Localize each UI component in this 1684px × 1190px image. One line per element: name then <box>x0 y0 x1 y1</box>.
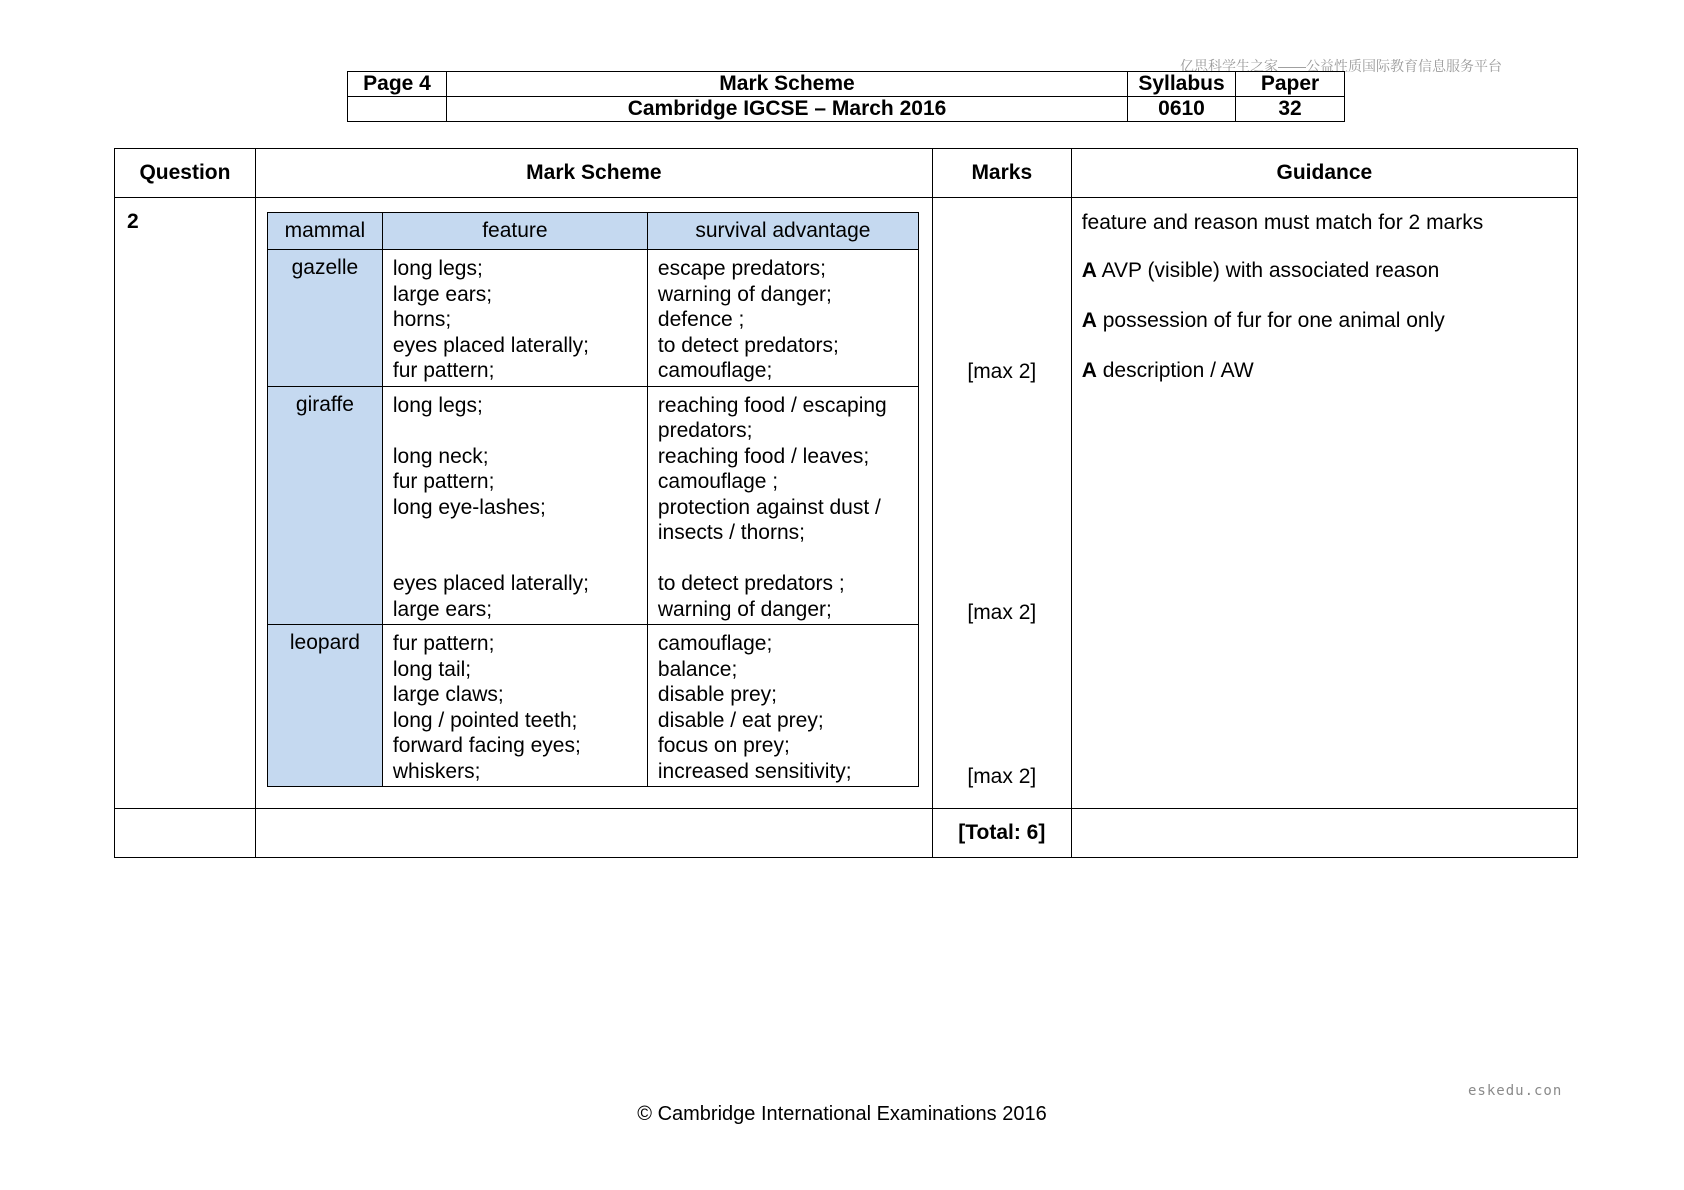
survival-line: disable / eat prey; <box>657 708 824 732</box>
question-number: 2 <box>115 198 256 809</box>
accept-marker: A <box>1081 309 1097 332</box>
row-gazelle <box>267 250 918 387</box>
guidance-cell <box>1071 198 1577 809</box>
guidance-text: description / AW <box>1102 359 1254 382</box>
copyright-footer: © Cambridge International Examinations 2016 <box>637 1103 1047 1125</box>
feature-line: large ears; <box>392 597 493 621</box>
survival-line: reaching food / leaves; <box>657 444 870 468</box>
survival-line: increased sensitivity; <box>657 759 852 783</box>
marks-giraffe: [max 2] <box>967 601 1037 624</box>
survival-line: camouflage ; <box>657 470 779 493</box>
mark-scheme-cell <box>255 198 932 809</box>
guidance-text: possession of fur for one animal only <box>1102 309 1445 332</box>
feature-line: fur pattern; <box>392 359 495 382</box>
guidance-line-4 <box>1082 358 1567 384</box>
mammal-table <box>267 212 919 787</box>
survival-line: focus on prey; <box>657 734 790 757</box>
feature-line: fur pattern; <box>392 470 495 493</box>
feature-line: horns; <box>392 308 452 331</box>
mammal-header: mammal <box>267 213 382 250</box>
watermark-bottom: eskedu.con <box>1468 1083 1563 1099</box>
feature-line: fur pattern; <box>392 632 495 655</box>
feature-line: eyes placed laterally; <box>392 572 589 595</box>
marks-leopard: [max 2] <box>967 765 1037 788</box>
mammal-giraffe: giraffe <box>267 386 382 625</box>
survival-line: protection against dust / <box>657 495 881 519</box>
total-marks: [Total: 6] <box>932 809 1071 858</box>
survival-line: warning of danger; <box>657 597 832 621</box>
survival-line: to detect predators; <box>657 333 839 357</box>
survival-line: predators; <box>657 419 753 442</box>
survival-line: reaching food / escaping <box>657 393 887 417</box>
feature-line: long legs; <box>392 257 483 280</box>
feature-line: long legs; <box>392 393 483 417</box>
feature-line: whiskers; <box>392 759 481 783</box>
blank-cell <box>115 809 256 858</box>
doc-subtitle: Cambridge IGCSE – March 2016 <box>447 97 1128 122</box>
mammal-gazelle: gazelle <box>267 250 382 387</box>
survival-line: insects / thorns; <box>657 521 805 544</box>
col-guidance: Guidance <box>1071 149 1577 198</box>
feature-line: large ears; <box>392 282 493 306</box>
feature-line: long neck; <box>392 444 489 468</box>
leopard-survival <box>647 625 918 787</box>
syllabus-code: 0610 <box>1128 97 1236 122</box>
survival-line: warning of danger; <box>657 282 832 306</box>
row-giraffe <box>267 386 918 625</box>
feature-line: long eye-lashes; <box>392 495 546 519</box>
feature-header: feature <box>382 213 647 250</box>
survival-line: to detect predators ; <box>657 572 845 595</box>
feature-line: forward facing eyes; <box>392 734 581 757</box>
feature-line: long tail; <box>392 657 472 681</box>
gazelle-features <box>382 250 647 387</box>
survival-header: survival advantage <box>647 213 918 250</box>
leopard-features <box>382 625 647 787</box>
row-leopard <box>267 625 918 787</box>
guidance-text: AVP (visible) with associated reason <box>1101 259 1440 282</box>
paper-number: 32 <box>1236 97 1345 122</box>
doc-title: Mark Scheme <box>447 72 1128 97</box>
feature-line: long / pointed teeth; <box>392 708 578 732</box>
watermark-top: 亿思科学生之家——公益性质国际教育信息服务平台 <box>1180 58 1502 74</box>
marks-gazelle: [max 2] <box>967 360 1037 383</box>
accept-marker: A <box>1081 259 1097 282</box>
col-marks: Marks <box>932 149 1071 198</box>
giraffe-survival <box>647 386 918 625</box>
blank-cell <box>255 809 932 858</box>
mark-scheme-table <box>114 148 1578 858</box>
survival-line: camouflage; <box>657 359 773 382</box>
giraffe-features <box>382 386 647 625</box>
feature-line: large claws; <box>392 683 504 706</box>
page-header-table <box>347 71 1345 122</box>
survival-line: camouflage; <box>657 632 773 655</box>
blank-cell <box>348 97 447 122</box>
guidance-line-2 <box>1082 258 1567 284</box>
paper-label: Paper <box>1236 72 1345 97</box>
col-question: Question <box>115 149 256 198</box>
survival-line: disable prey; <box>657 683 777 706</box>
feature-line: eyes placed laterally; <box>392 333 589 357</box>
page-label: Page 4 <box>348 72 447 97</box>
survival-line: defence ; <box>657 308 745 331</box>
accept-marker: A <box>1081 359 1097 382</box>
col-mark-scheme: Mark Scheme <box>255 149 932 198</box>
gazelle-survival <box>647 250 918 387</box>
guidance-line-3 <box>1082 308 1567 334</box>
marks-cell <box>932 198 1071 809</box>
mammal-leopard: leopard <box>267 625 382 787</box>
guidance-line-1: feature and reason must match for 2 marks <box>1081 211 1484 234</box>
survival-line: escape predators; <box>657 257 826 280</box>
survival-line: balance; <box>657 657 738 681</box>
syllabus-label: Syllabus <box>1128 72 1236 97</box>
blank-cell <box>1071 809 1577 858</box>
